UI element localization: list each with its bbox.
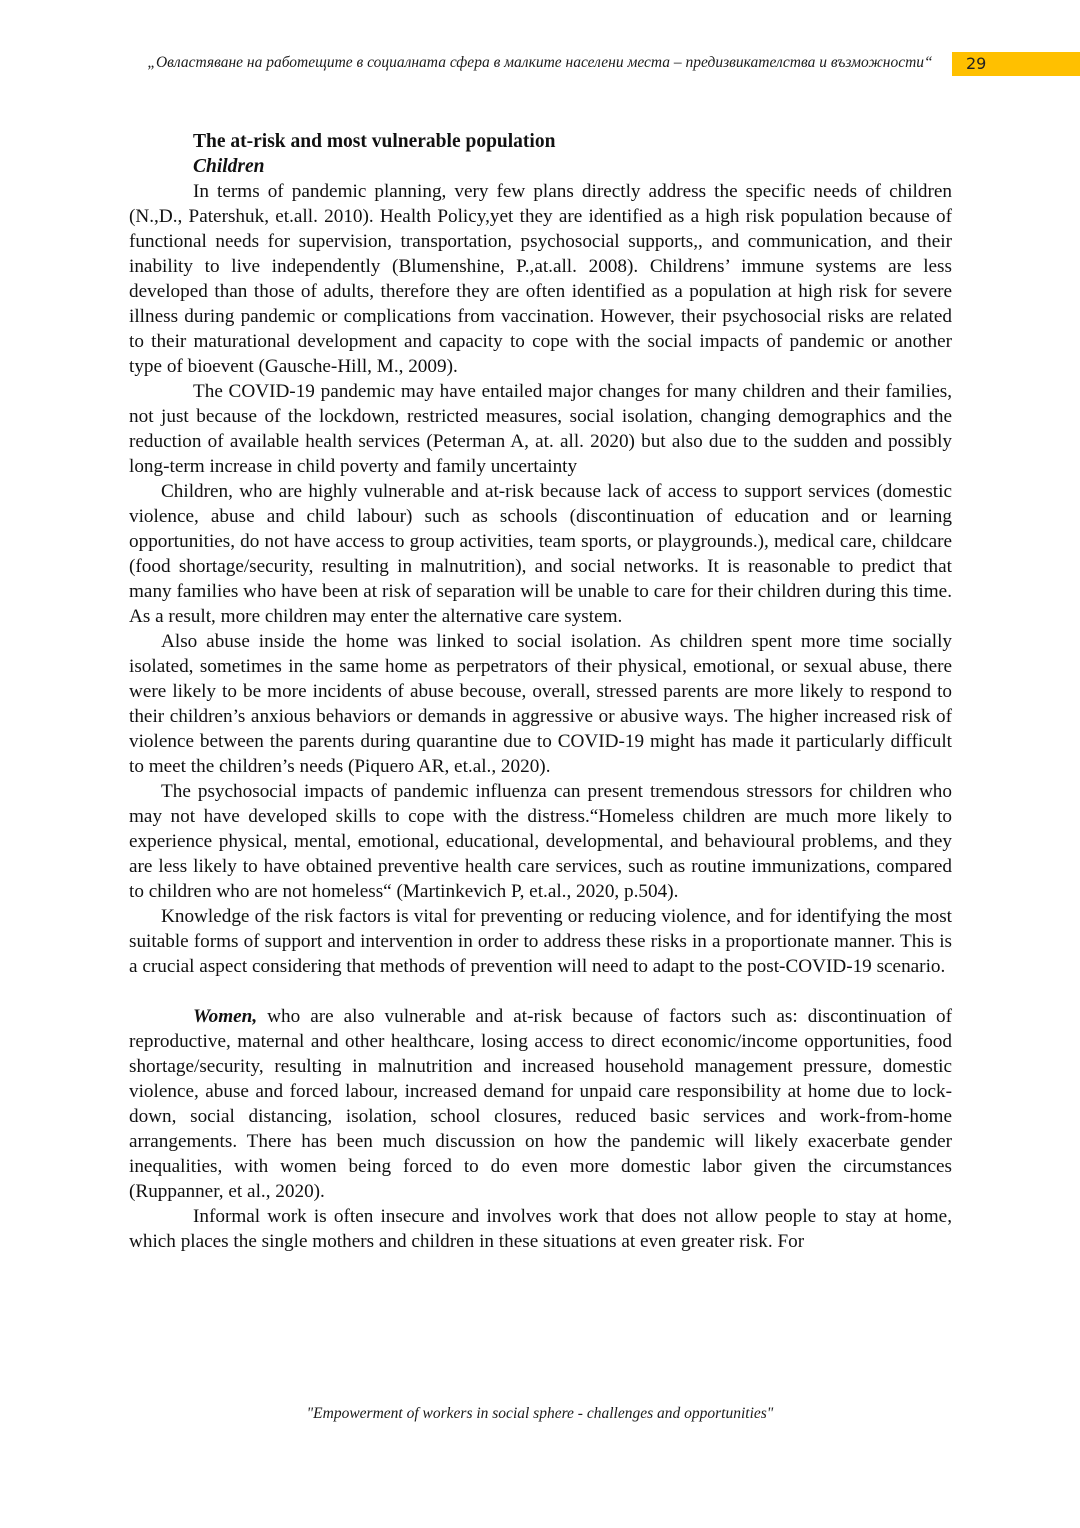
paragraph-covid-changes: The COVID-19 pandemic may have entailed major changes for many children and their families, not just because of the lockdown, restricted measures, social isolation, changing demographics and the reduction of available health services (Peterman A, at. all. 2020) but also due to the sudden and possibly long-term increase in child poverty and family uncertainty xyxy=(129,381,952,477)
paragraph-children-intro: In terms of pandemic planning, very few plans directly address the specific needs of children (N.,D., Patershuk, et.all. 2010). Health Policy,yet they are identified as a high risk population because of functional needs for supervision, transportation, psychosocial supports,, and communication, and their inability to live independently (Blumenshine, P.,at.all. 2008). Childrens’ immune systems are less developed than those of adults, therefore they are often identified as a population at high risk for severe illness during pandemic or complications from vaccination. However, their psychosocial risks are related to their maturational development and capacity to cope with the social impacts of pandemic or another type of bioevent (Gausche-Hill, M., 2009). xyxy=(129,181,952,377)
section-heading: The at-risk and most vulnerable population xyxy=(193,131,556,152)
running-header-title: „Овластяване на работещите в социалната сфера в малките населени места – предизвикателства и възможности“ xyxy=(147,54,933,71)
paragraph-women xyxy=(129,1004,952,1204)
page-number-badge xyxy=(952,52,1080,76)
paragraph-abuse-isolation: Also abuse inside the home was linked to social isolation. As children spent more time socially isolated, sometimes in the same home as perpetrators of their physical, emotional, or sexual abuse, there were likely to be more incidents of abuse becouse, overall, stressed parents are more likely to respond to their children’s anxious behaviors or demands in aggressive or abusive ways. The higher increased risk of violence between the parents during quarantine due to COVID-19 might has made it particularly difficult to meet the children’s needs (Piquero AR, et.al., 2020). xyxy=(129,631,952,777)
paragraph-spacer xyxy=(129,979,952,1004)
paragraph-access-services: Children, who are highly vulnerable and at-risk because lack of access to support services (domestic violence, abuse and child labour) such as schools (discontinuation of education and or learning opportunities, do not have access to group activities, team sports, or playgrounds.), medical care, childcare (food shortage/security, resulting in malnutrition), and social networks. It is reasonable to predict that many families who have been at risk of separation will be unable to care for their children during this time. As a result, more children may enter the alternative care system. xyxy=(129,481,952,627)
document-body xyxy=(129,129,952,1254)
page-number: 29 xyxy=(966,54,987,73)
running-footer-title: "Empowerment of workers in social sphere - challenges and opportunities" xyxy=(306,1405,774,1422)
women-paragraph-text: who are also vulnerable and at-risk because of factors such as: discontinuation of reproductive, maternal and other healthcare, losing access to direct economic/income opportunities, food shortage/security, resulting in malnutrition and increased household management pressure, domestic violence, abuse and forced labour, increased demand for unpaid care responsibility at home due to lock-down, social distancing, isolation, school closures, reduced basic services and work-from-home arrangements. There has been much discussion on how the pandemic will likely exacerbate gender inequalities, with women being forced to do even more domestic labor given the circumstances (Ruppanner, et al., 2020). xyxy=(129,1006,952,1202)
women-lead-term: Women, xyxy=(193,1006,258,1027)
subsection-heading-children: Children xyxy=(193,156,265,177)
paragraph-risk-factors: Knowledge of the risk factors is vital for preventing or reducing violence, and for identifying the most suitable forms of support and intervention in order to address these risks in a proportionate manner. This is a crucial aspect considering that methods of prevention will need to adapt to the post-COVID-19 scenario. xyxy=(129,906,952,977)
paragraph-informal-work: Informal work is often insecure and involves work that does not allow people to stay at home, which places the single mothers and children in these situations at even greater risk. For xyxy=(129,1206,952,1252)
paragraph-psychosocial-impacts: The psychosocial impacts of pandemic influenza can present tremendous stressors for children who may not have developed skills to cope with the distress.“Homeless children are much more likely to experience physical, mental, emotional, educational, developmental, and behavioural problems, and they are less likely to have obtained preventive health care services, such as routine immunizations, compared to children who are not homeless“ (Martinkevich P, et.al., 2020, p.504). xyxy=(129,781,952,902)
